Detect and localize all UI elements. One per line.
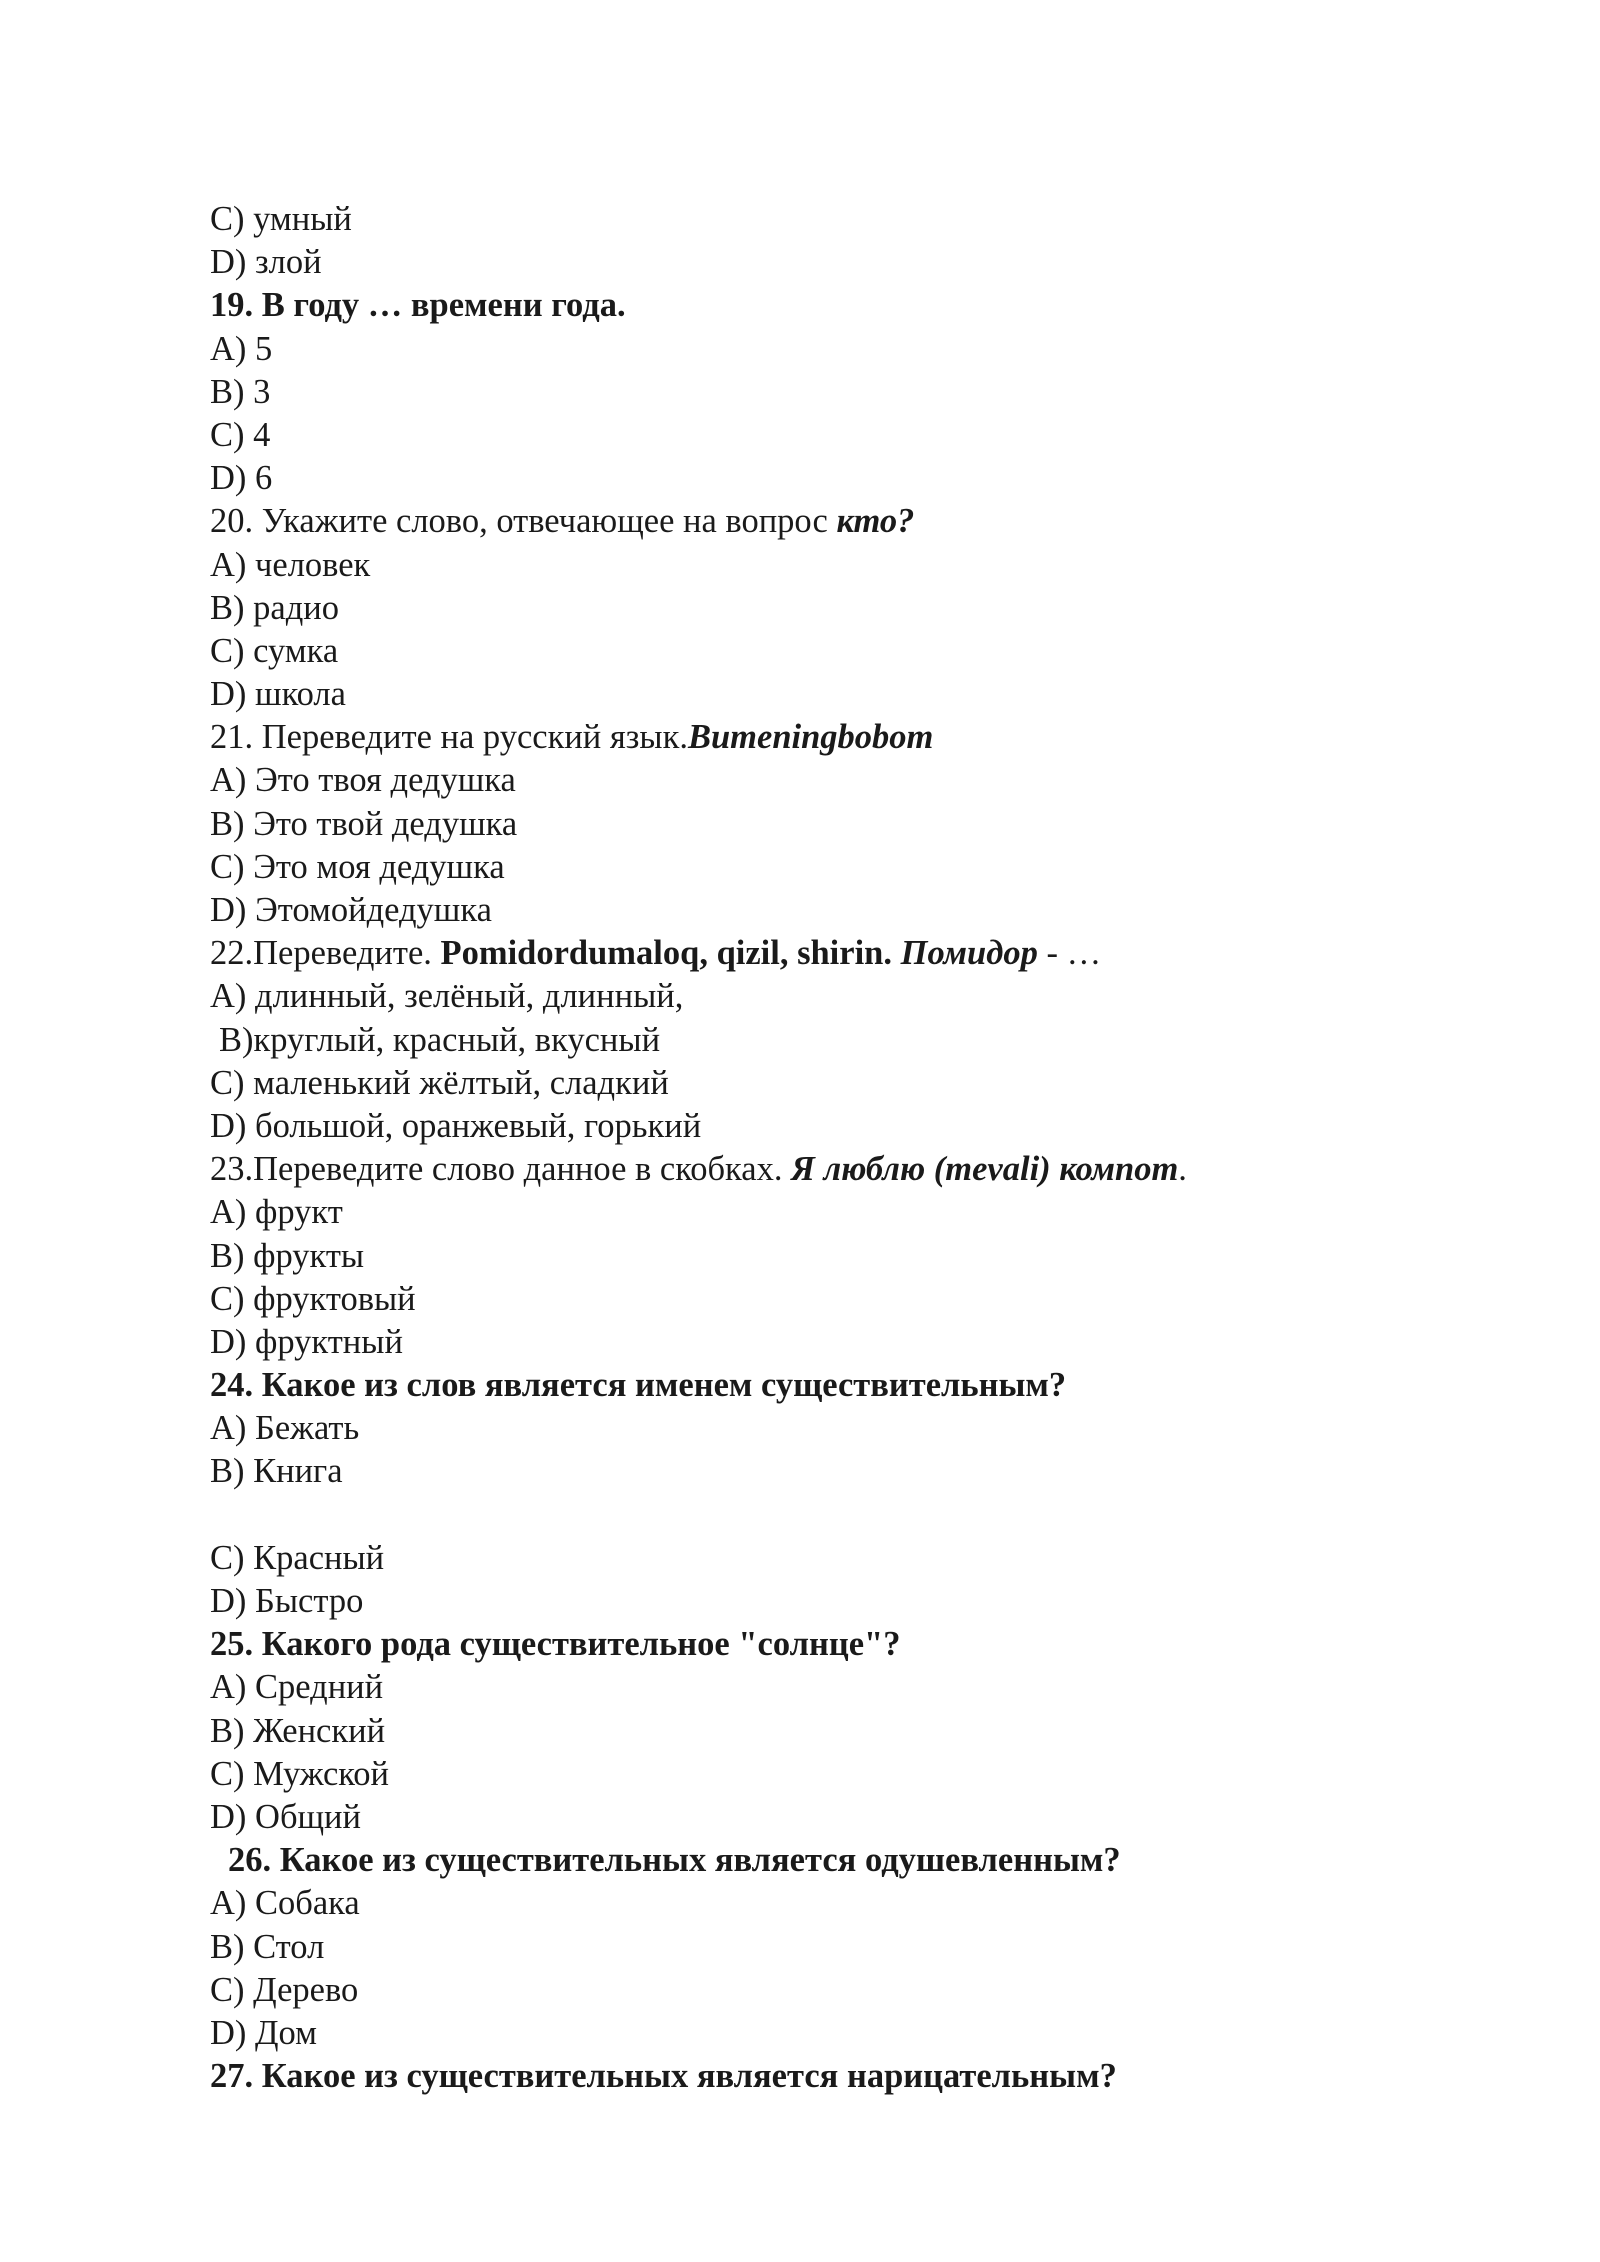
q23-question-text: 23.Переведите слово данное в скобках. xyxy=(210,1150,792,1189)
q21-option-d: D) Этомойдедушка xyxy=(210,891,492,929)
q19-option-c: C) 4 xyxy=(210,415,271,454)
q23-question-suffix: . xyxy=(1178,1150,1187,1189)
q24-option-a: A) Бежать xyxy=(210,1409,360,1448)
q21-question-emphasis: Bumeningbobom xyxy=(687,718,934,757)
q21-question xyxy=(210,716,1440,759)
q26-option-b: B) Стол xyxy=(210,1927,325,1966)
q25-option-c: C) Мужской xyxy=(210,1754,389,1793)
q22-option-d: D) большой, оранжевый, горький xyxy=(210,1106,702,1145)
q20-option-d: D) школа xyxy=(210,675,346,714)
q24-option-b: B) Книга xyxy=(210,1452,343,1491)
q20-question-emphasis: кто? xyxy=(836,502,915,541)
q22-question-suffix: - … xyxy=(1037,934,1102,973)
q23-question xyxy=(210,1148,1440,1191)
q22-question-emphasis: Помидор xyxy=(900,934,1038,973)
q25-option-a: A) Средний xyxy=(210,1668,384,1707)
q22-option-c: C) маленький жёлтый, сладкий xyxy=(210,1063,669,1102)
q23-question-emphasis: Я люблю (mevali) компот xyxy=(791,1150,1179,1189)
q22-option-a: A) длинный, зелёный, длинный, xyxy=(210,977,684,1016)
q18-option-d: D) злой xyxy=(210,243,322,282)
q22-question-text: 22.Переведите. xyxy=(210,934,441,973)
q26-option-c: C) Дерево xyxy=(210,1970,359,2009)
q25-question: 25. Какого рода существительное "солнце"? xyxy=(210,1625,901,1664)
document-page xyxy=(210,198,1440,2098)
q21-option-a: A) Это твоя дедушка xyxy=(210,761,516,800)
q18-option-c: C) умный xyxy=(210,200,352,238)
q19-question: 19. В году … времени года. xyxy=(210,286,626,325)
q25-option-d: D) Общий xyxy=(210,1797,361,1836)
q22-question-uzbek: Pomidordumaloq, qizil, shirin. xyxy=(440,934,892,973)
q24-option-d: D) Быстро xyxy=(210,1582,364,1620)
q23-option-a: A) фрукт xyxy=(210,1193,343,1232)
q26-question: 26. Какое из существительных является одушевленным? xyxy=(228,1841,1121,1880)
q25-option-b: B) Женский xyxy=(210,1711,386,1750)
q22-option-b: B)круглый, красный, вкусный xyxy=(219,1020,661,1059)
q24-question: 24. Какое из слов является именем существительным? xyxy=(210,1366,1067,1405)
q20-question xyxy=(210,500,1440,543)
q20-question-text: 20. Укажите слово, отвечающее на вопрос xyxy=(210,502,837,541)
q20-option-a: A) человек xyxy=(210,545,371,584)
q19-option-d: D) 6 xyxy=(210,459,273,498)
q19-option-a: A) 5 xyxy=(210,329,273,368)
q26-option-d: D) Дом xyxy=(210,2013,317,2052)
q22-question-space xyxy=(892,934,901,972)
q24-option-c: C) Красный xyxy=(210,1538,385,1577)
q21-question-text: 21. Переведите на русский язык. xyxy=(210,718,688,757)
q23-option-c: C) фруктовый xyxy=(210,1279,416,1318)
q19-option-b: B) 3 xyxy=(210,372,271,411)
q21-option-b: B) Это твой дедушка xyxy=(210,804,518,843)
q23-option-b: B) фрукты xyxy=(210,1236,365,1275)
q20-option-c: C) сумка xyxy=(210,631,339,670)
blank-line xyxy=(210,1494,1440,1537)
q21-option-c: C) Это моя дедушка xyxy=(210,847,505,886)
q22-question xyxy=(210,932,1440,975)
q26-option-a: A) Собака xyxy=(210,1884,360,1923)
q20-option-b: B) радио xyxy=(210,588,339,627)
q23-option-d: D) фруктный xyxy=(210,1322,403,1361)
q27-question: 27. Какое из существительных является нарицательным? xyxy=(210,2057,1117,2096)
